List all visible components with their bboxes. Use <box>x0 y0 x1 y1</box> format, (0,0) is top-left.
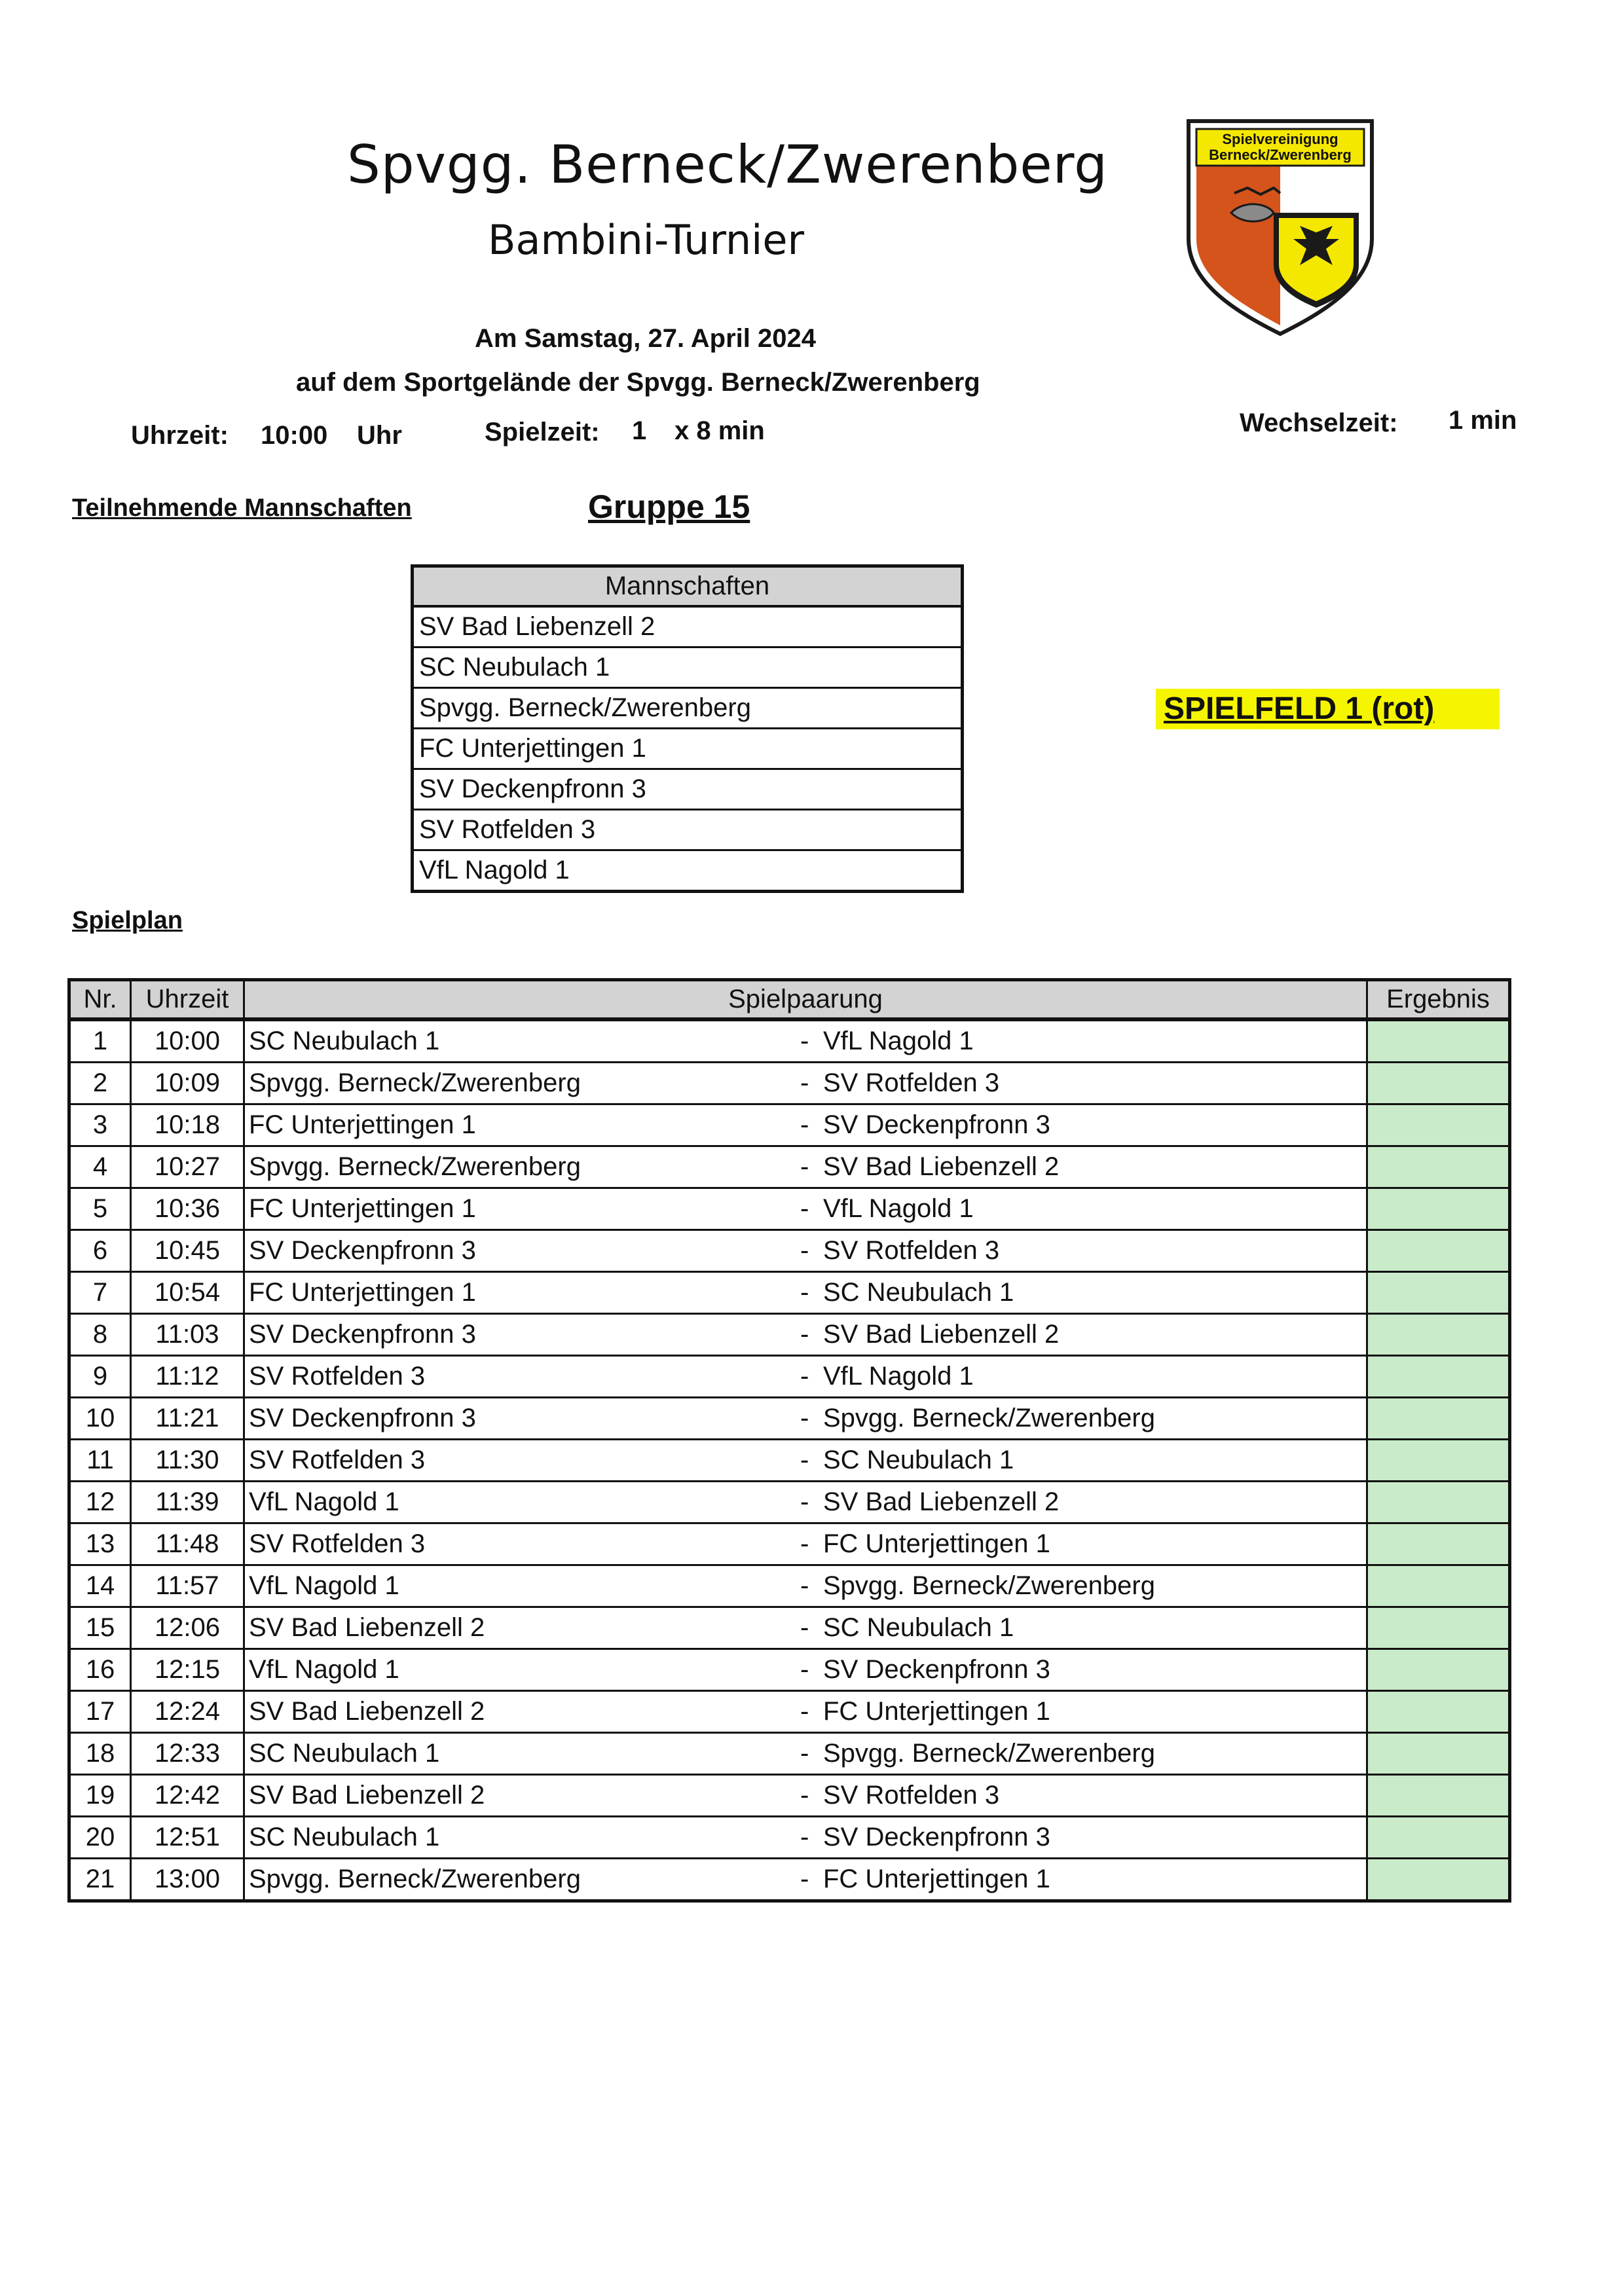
schedule-header-row <box>71 981 1508 1021</box>
result-input-cell[interactable] <box>1368 1231 1508 1271</box>
match-time: 12:15 <box>132 1650 245 1690</box>
result-input-cell[interactable] <box>1368 1859 1508 1899</box>
schedule-row <box>71 1021 1508 1063</box>
schedule-row <box>71 1482 1508 1524</box>
wechselzeit-value: 1 min <box>1449 406 1517 435</box>
match-pairing <box>245 1231 1368 1271</box>
pairing-dash: - <box>800 1655 809 1684</box>
away-team: SV Rotfelden 3 <box>823 1068 1000 1097</box>
header-pairing: Spielpaarung <box>245 981 1368 1017</box>
match-pairing <box>245 1859 1368 1899</box>
gruppe-label: Gruppe 15 <box>588 488 750 525</box>
match-pairing <box>245 1776 1368 1815</box>
logo-line-1: Spielvereinigung <box>1222 131 1338 147</box>
match-pairing <box>245 1734 1368 1774</box>
match-time: 12:33 <box>132 1734 245 1774</box>
match-time: 10:27 <box>132 1147 245 1187</box>
match-number: 15 <box>71 1608 132 1648</box>
result-input-cell[interactable] <box>1368 1650 1508 1690</box>
wechselzeit-label: Wechselzeit: <box>1240 409 1398 437</box>
match-time: 10:36 <box>132 1189 245 1229</box>
away-team: SC Neubulach 1 <box>823 1278 1014 1307</box>
pairing-dash: - <box>800 1781 809 1810</box>
match-number: 6 <box>71 1231 132 1271</box>
away-team: VfL Nagold 1 <box>823 1362 974 1391</box>
match-time: 12:51 <box>132 1817 245 1857</box>
match-time: 11:12 <box>132 1357 245 1396</box>
schedule-row <box>71 1105 1508 1147</box>
match-number: 10 <box>71 1398 132 1438</box>
match-time: 11:39 <box>132 1482 245 1522</box>
result-input-cell[interactable] <box>1368 1273 1508 1313</box>
pairing-dash: - <box>800 1068 809 1097</box>
match-pairing <box>245 1608 1368 1648</box>
match-pairing <box>245 1566 1368 1606</box>
result-input-cell[interactable] <box>1368 1776 1508 1815</box>
schedule-row <box>71 1189 1508 1231</box>
away-team: SV Deckenpfronn 3 <box>823 1823 1050 1851</box>
uhrzeit-label: Uhrzeit: <box>131 421 229 450</box>
home-team: SC Neubulach 1 <box>249 1027 440 1055</box>
schedule-row <box>71 1315 1508 1357</box>
result-input-cell[interactable] <box>1368 1021 1508 1061</box>
team-row: SV Rotfelden 3 <box>414 811 961 851</box>
result-input-cell[interactable] <box>1368 1189 1508 1229</box>
away-team: VfL Nagold 1 <box>823 1027 974 1055</box>
pairing-dash: - <box>800 1236 809 1265</box>
match-number: 5 <box>71 1189 132 1229</box>
match-time: 13:00 <box>132 1859 245 1899</box>
location-line: auf dem Sportgelände der Spvgg. Berneck/Zwerenberg <box>296 368 980 397</box>
spielzeit-count: 1 <box>632 416 647 445</box>
result-input-cell[interactable] <box>1368 1147 1508 1187</box>
away-team: FC Unterjettingen 1 <box>823 1697 1050 1726</box>
match-time: 11:03 <box>132 1315 245 1355</box>
uhrzeit-unit: Uhr <box>357 421 402 450</box>
header-result: Ergebnis <box>1386 985 1490 1013</box>
schedule-row <box>71 1357 1508 1398</box>
match-time: 11:21 <box>132 1398 245 1438</box>
home-team: VfL Nagold 1 <box>249 1487 399 1516</box>
schedule-table <box>67 978 1511 1903</box>
away-team: SV Deckenpfronn 3 <box>823 1110 1050 1139</box>
home-team: SV Deckenpfronn 3 <box>249 1320 476 1349</box>
match-pairing <box>245 1817 1368 1857</box>
away-team: Spvgg. Berneck/Zwerenberg <box>823 1571 1155 1600</box>
result-input-cell[interactable] <box>1368 1398 1508 1438</box>
schedule-row <box>71 1859 1508 1899</box>
home-team: SV Rotfelden 3 <box>249 1446 426 1474</box>
pairing-dash: - <box>800 1487 809 1516</box>
match-pairing <box>245 1650 1368 1690</box>
result-input-cell[interactable] <box>1368 1482 1508 1522</box>
schedule-row <box>71 1776 1508 1817</box>
match-time: 10:45 <box>132 1231 245 1271</box>
home-team: Spvgg. Berneck/Zwerenberg <box>249 1068 581 1097</box>
schedule-row <box>71 1063 1508 1105</box>
home-team: SV Bad Liebenzell 2 <box>249 1697 485 1726</box>
match-number: 3 <box>71 1105 132 1145</box>
away-team: Spvgg. Berneck/Zwerenberg <box>823 1404 1155 1432</box>
team-row: FC Unterjettingen 1 <box>414 729 961 770</box>
home-team: VfL Nagold 1 <box>249 1655 399 1684</box>
match-time: 12:42 <box>132 1776 245 1815</box>
away-team: SV Bad Liebenzell 2 <box>823 1320 1060 1349</box>
spielzeit-label: Spielzeit: <box>485 418 600 446</box>
match-number: 21 <box>71 1859 132 1899</box>
team-row: VfL Nagold 1 <box>419 856 570 884</box>
match-pairing <box>245 1315 1368 1355</box>
match-number: 9 <box>71 1357 132 1396</box>
pairing-dash: - <box>800 1027 809 1055</box>
away-team: SC Neubulach 1 <box>823 1446 1014 1474</box>
match-time: 11:30 <box>132 1440 245 1480</box>
uhrzeit-value: 10:00 <box>261 421 328 450</box>
pairing-dash: - <box>800 1697 809 1726</box>
match-number: 12 <box>71 1482 132 1522</box>
result-input-cell[interactable] <box>1368 1063 1508 1103</box>
match-pairing <box>245 1482 1368 1522</box>
spielfeld-label: SPIELFELD 1 (rot) <box>1156 689 1500 729</box>
schedule-row <box>71 1273 1508 1315</box>
match-number: 17 <box>71 1692 132 1732</box>
home-team: FC Unterjettingen 1 <box>249 1194 476 1223</box>
match-time: 10:18 <box>132 1105 245 1145</box>
pairing-dash: - <box>800 1152 809 1181</box>
home-team: SC Neubulach 1 <box>249 1739 440 1768</box>
home-team: FC Unterjettingen 1 <box>249 1110 476 1139</box>
header-time: Uhrzeit <box>132 981 245 1017</box>
pairing-dash: - <box>800 1865 809 1893</box>
team-row: SC Neubulach 1 <box>414 648 961 689</box>
team-row: SV Deckenpfronn 3 <box>414 770 961 811</box>
pairing-dash: - <box>800 1529 809 1558</box>
match-pairing <box>245 1692 1368 1732</box>
pairing-dash: - <box>800 1110 809 1139</box>
match-number: 20 <box>71 1817 132 1857</box>
schedule-row <box>71 1524 1508 1566</box>
match-time: 10:00 <box>132 1021 245 1061</box>
schedule-row <box>71 1566 1508 1608</box>
result-input-cell[interactable] <box>1368 1692 1508 1732</box>
home-team: SV Rotfelden 3 <box>249 1362 426 1391</box>
event-title: Bambini-Turnier <box>488 216 805 264</box>
schedule-row <box>71 1398 1508 1440</box>
date-line: Am Samstag, 27. April 2024 <box>475 324 816 353</box>
schedule-row <box>71 1440 1508 1482</box>
match-number: 8 <box>71 1315 132 1355</box>
home-team: SV Bad Liebenzell 2 <box>249 1781 485 1810</box>
match-number: 14 <box>71 1566 132 1606</box>
match-number: 1 <box>71 1021 132 1061</box>
home-team: Spvgg. Berneck/Zwerenberg <box>249 1152 581 1181</box>
schedule-row <box>71 1650 1508 1692</box>
pairing-dash: - <box>800 1320 809 1349</box>
match-time: 10:09 <box>132 1063 245 1103</box>
pairing-dash: - <box>800 1571 809 1600</box>
home-team: SC Neubulach 1 <box>249 1823 440 1851</box>
match-pairing <box>245 1063 1368 1103</box>
match-number: 4 <box>71 1147 132 1187</box>
home-team: FC Unterjettingen 1 <box>249 1278 476 1307</box>
spielplan-label: Spielplan <box>72 907 183 934</box>
match-number: 16 <box>71 1650 132 1690</box>
pairing-dash: - <box>800 1446 809 1474</box>
pairing-dash: - <box>800 1278 809 1307</box>
pairing-dash: - <box>800 1194 809 1223</box>
home-team: SV Deckenpfronn 3 <box>249 1236 476 1265</box>
match-pairing <box>245 1189 1368 1229</box>
schedule-row <box>71 1692 1508 1734</box>
match-pairing <box>245 1105 1368 1145</box>
away-team: Spvgg. Berneck/Zwerenberg <box>823 1739 1155 1768</box>
away-team: SV Rotfelden 3 <box>823 1236 1000 1265</box>
match-number: 11 <box>71 1440 132 1480</box>
home-team: SV Deckenpfronn 3 <box>249 1404 476 1432</box>
away-team: SV Rotfelden 3 <box>823 1781 1000 1810</box>
match-number: 19 <box>71 1776 132 1815</box>
match-time: 10:54 <box>132 1273 245 1313</box>
home-team: Spvgg. Berneck/Zwerenberg <box>249 1865 581 1893</box>
schedule-row <box>71 1608 1508 1650</box>
result-input-cell[interactable] <box>1368 1440 1508 1480</box>
result-input-cell[interactable] <box>1368 1566 1508 1606</box>
away-team: SV Bad Liebenzell 2 <box>823 1487 1060 1516</box>
away-team: SC Neubulach 1 <box>823 1613 1014 1642</box>
pairing-dash: - <box>800 1362 809 1391</box>
schedule-row <box>71 1734 1508 1776</box>
away-team: FC Unterjettingen 1 <box>823 1529 1050 1558</box>
pairing-dash: - <box>800 1739 809 1768</box>
match-number: 2 <box>71 1063 132 1103</box>
header-nr: Nr. <box>71 981 132 1017</box>
match-pairing <box>245 1440 1368 1480</box>
match-pairing <box>245 1147 1368 1187</box>
match-time: 12:24 <box>132 1692 245 1732</box>
match-time: 12:06 <box>132 1608 245 1648</box>
match-pairing <box>245 1357 1368 1396</box>
teams-header: Mannschaften <box>414 568 961 608</box>
teams-table <box>411 564 964 893</box>
result-input-cell[interactable] <box>1368 1817 1508 1857</box>
result-input-cell[interactable] <box>1368 1734 1508 1774</box>
match-pairing <box>245 1273 1368 1313</box>
club-crest-logo <box>1182 115 1378 337</box>
away-team: SV Deckenpfronn 3 <box>823 1655 1050 1684</box>
match-time: 11:48 <box>132 1524 245 1564</box>
spielzeit-value: x 8 min <box>674 416 765 445</box>
result-input-cell[interactable] <box>1368 1315 1508 1355</box>
match-number: 18 <box>71 1734 132 1774</box>
match-number: 13 <box>71 1524 132 1564</box>
club-title: Spvgg. Berneck/Zwerenberg <box>347 134 1108 195</box>
result-input-cell[interactable] <box>1368 1105 1508 1145</box>
match-pairing <box>245 1524 1368 1564</box>
result-input-cell[interactable] <box>1368 1357 1508 1396</box>
home-team: SV Rotfelden 3 <box>249 1529 426 1558</box>
schedule-row <box>71 1147 1508 1189</box>
result-input-cell[interactable] <box>1368 1608 1508 1648</box>
home-team: VfL Nagold 1 <box>249 1571 399 1600</box>
pairing-dash: - <box>800 1823 809 1851</box>
match-pairing <box>245 1398 1368 1438</box>
pairing-dash: - <box>800 1613 809 1642</box>
match-number: 7 <box>71 1273 132 1313</box>
away-team: VfL Nagold 1 <box>823 1194 974 1223</box>
teilnehmende-label: Teilnehmende Mannschaften <box>72 494 412 522</box>
team-row: SV Bad Liebenzell 2 <box>414 608 961 648</box>
schedule-row <box>71 1817 1508 1859</box>
schedule-row <box>71 1231 1508 1273</box>
home-team: SV Bad Liebenzell 2 <box>249 1613 485 1642</box>
logo-line-2: Berneck/Zwerenberg <box>1209 147 1352 163</box>
team-row: Spvgg. Berneck/Zwerenberg <box>414 689 961 729</box>
match-time: 11:57 <box>132 1566 245 1606</box>
away-team: SV Bad Liebenzell 2 <box>823 1152 1060 1181</box>
pairing-dash: - <box>800 1404 809 1432</box>
away-team: FC Unterjettingen 1 <box>823 1865 1050 1893</box>
result-input-cell[interactable] <box>1368 1524 1508 1564</box>
match-pairing <box>245 1021 1368 1061</box>
